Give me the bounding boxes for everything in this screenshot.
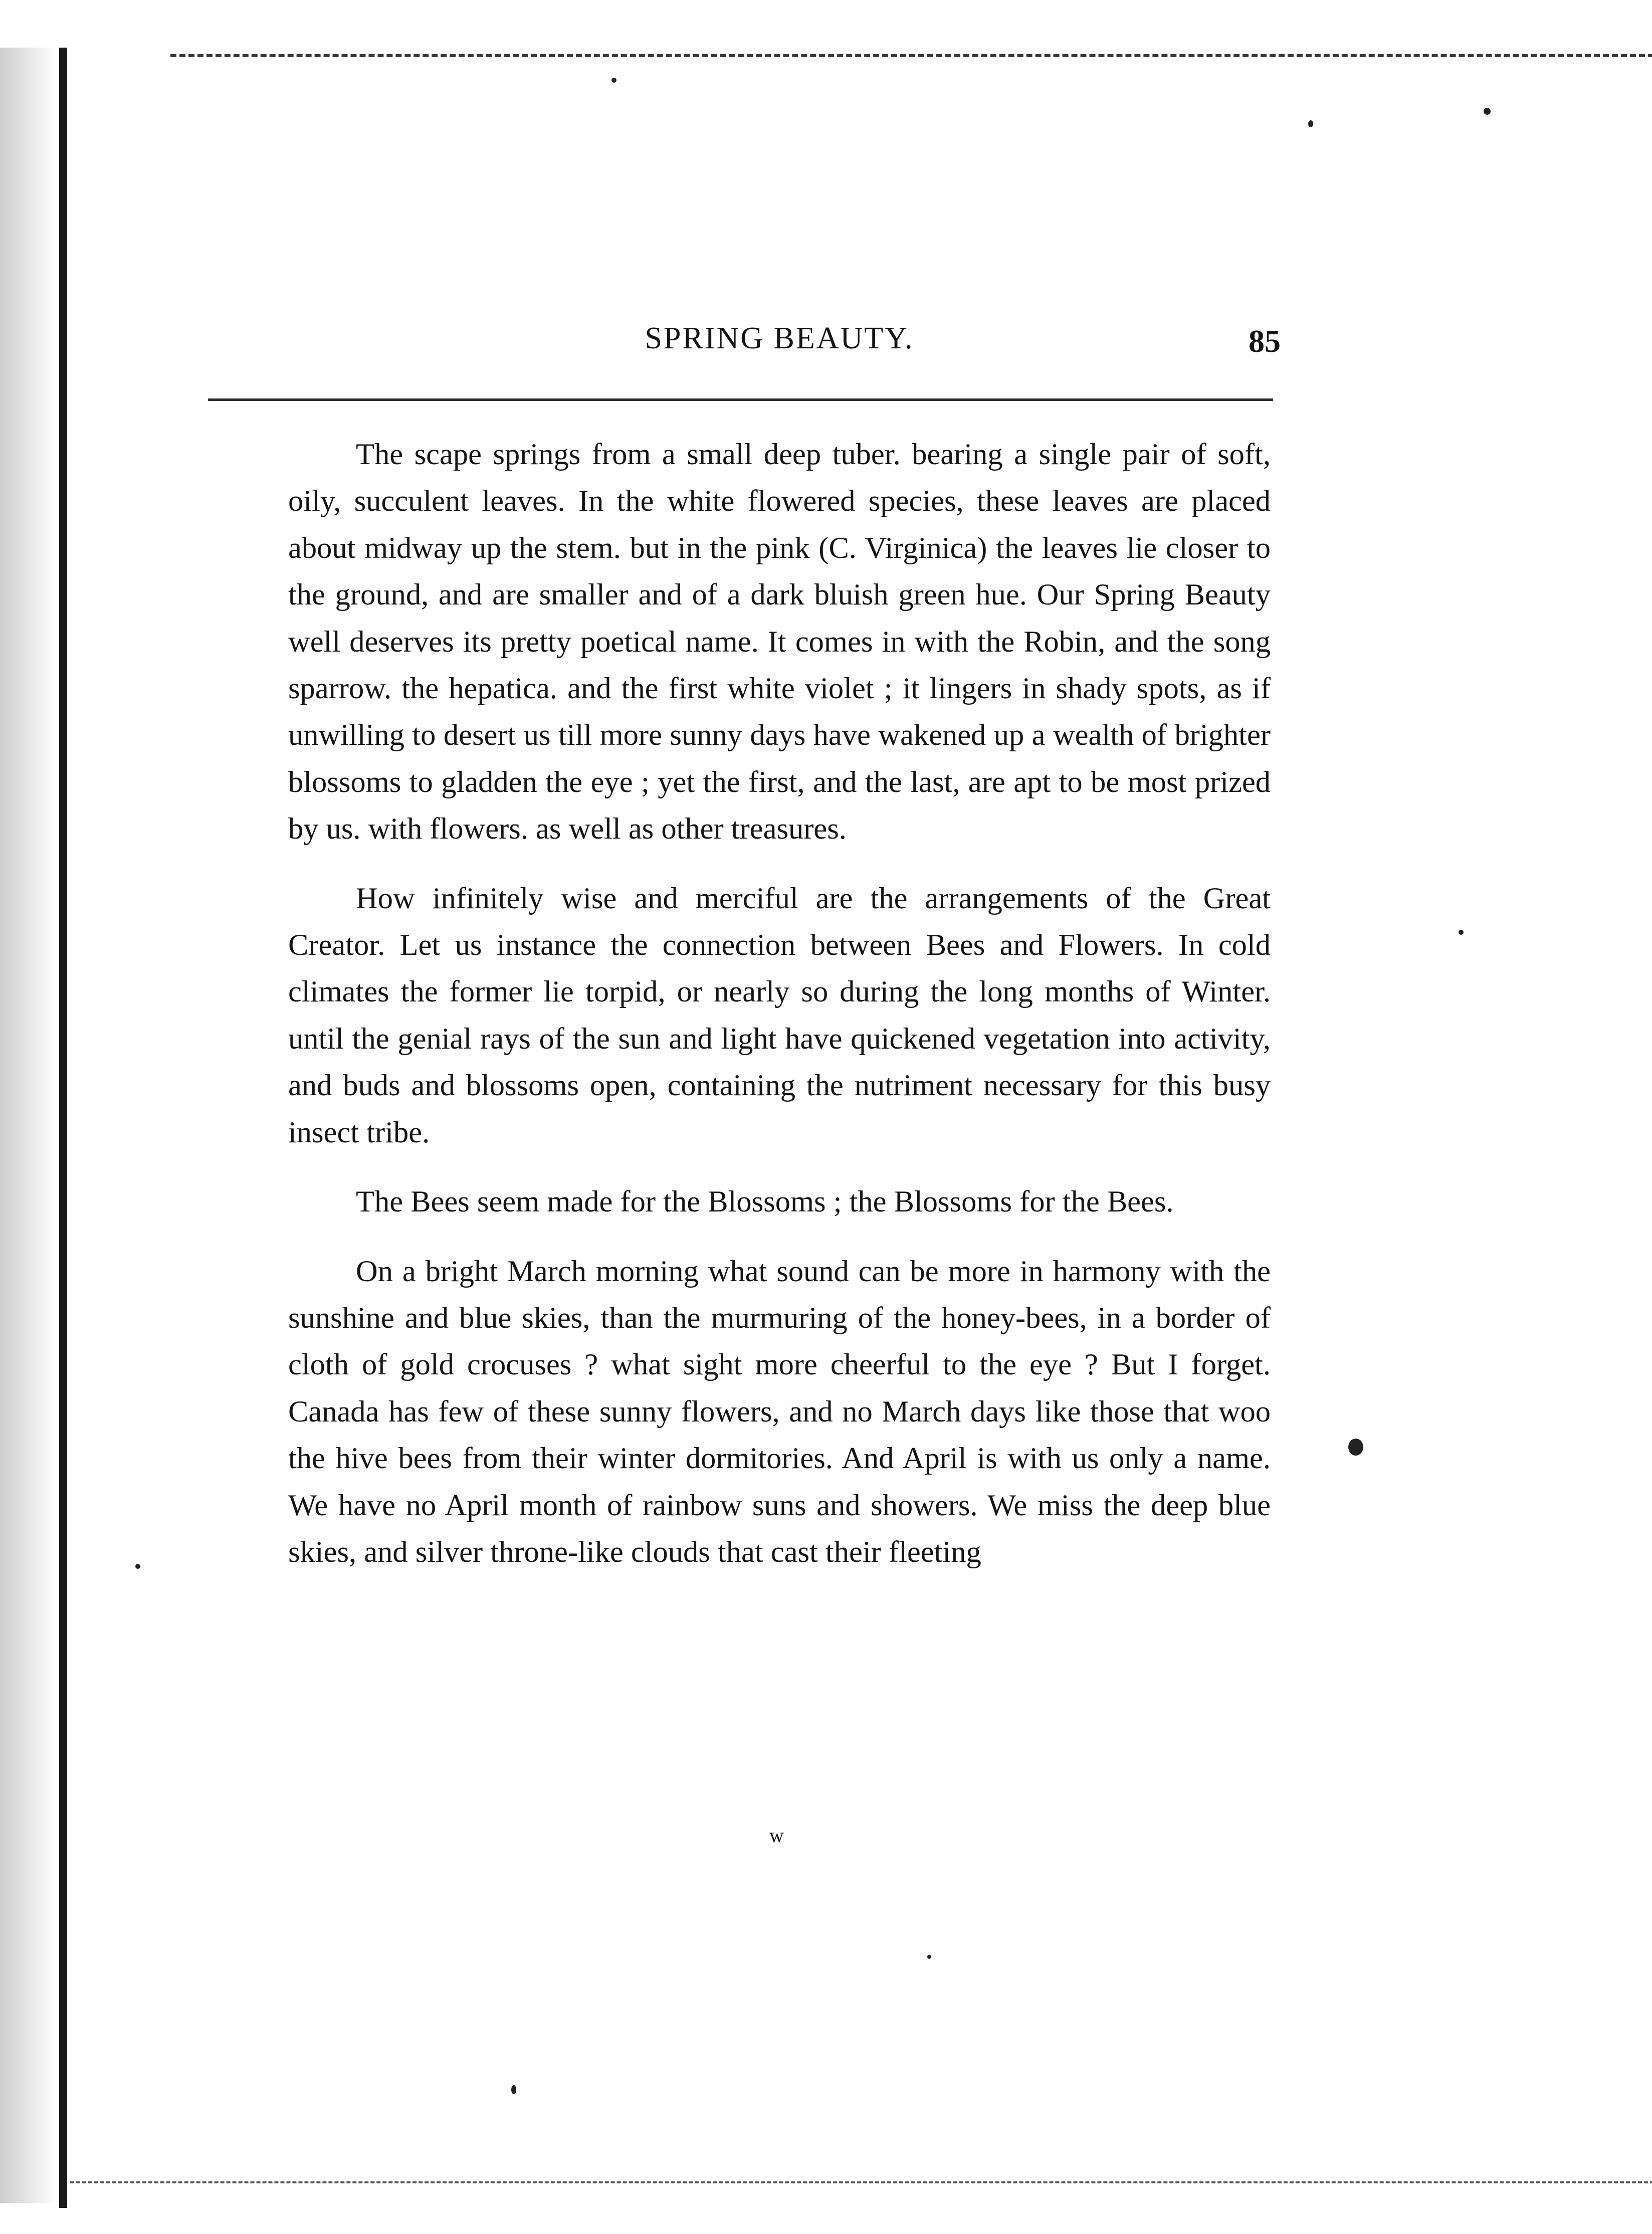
running-head: SPRING BEAUTY. (645, 321, 914, 355)
bottom-scan-border (70, 2181, 1652, 2183)
binding-shadow (0, 48, 55, 2203)
scan-speck (1308, 120, 1313, 127)
scan-speck (927, 1955, 931, 1959)
top-scan-border (170, 54, 1652, 57)
paragraph: The scape springs from a small deep tuber. bearing a single pair of soft, oily, succulent leaves. In the white flowered species, these leaves are placed about midway up the stem. but in the pink (C. Virginica) the leaves lie closer to the ground, and are smaller and of a dark bluish green hue. Our Spring Beauty well deserves its pretty poetical name. It comes in with the Robin, and the song sparrow. the hepatica. and the first white violet ; it lingers in shady spots, as if unwilling to desert us till more sunny days have wakened up a wealth of brighter blossoms to gladden the eye ; yet the first, and the last, are apt to be most prized by us. with flowers. as well as other treasures. (288, 438, 1271, 846)
catchword: w (769, 1824, 784, 1847)
scan-speck (511, 2085, 516, 2094)
scan-speck (135, 1564, 140, 1569)
scan-speck (1348, 1439, 1363, 1456)
scan-speck (1484, 108, 1491, 115)
header-rule (208, 398, 1273, 401)
scan-speck (1459, 930, 1464, 935)
paragraph: The Bees seem made for the Blossoms ; the Blossoms for the Bees. (356, 1185, 1174, 1219)
paragraph: On a bright March morning what sound can be more in harmony with the sunshine and blue skies, than the murmuring of the honey-bees, in a border of cloth of gold crocuses ? what sight more cheerful to the eye ? But I forget. Canada has few of these sunny flowers, and no March days like those that woo the hive bees from their winter dormitories. And April is with us only a name. We have no April month of rainbow suns and showers. We miss the deep blue skies, and silver throne-like clouds that cast their fleeting (288, 1254, 1271, 1569)
body-text (288, 431, 1271, 1598)
page-number: 85 (1249, 323, 1281, 359)
binding-edge (59, 48, 67, 2208)
page-header (288, 316, 1281, 376)
paragraph: How infinitely wise and merciful are the arrangements of the Great Creator. Let us instance the connection between Bees and Flowers. In cold climates the former lie torpid, or nearly so during the long months of Winter. until the genial rays of the sun and light have quickened vegetation into activity, and buds and blossoms open, containing the nutriment necessary for this busy insect tribe. (288, 881, 1271, 1149)
scan-speck (611, 78, 616, 83)
